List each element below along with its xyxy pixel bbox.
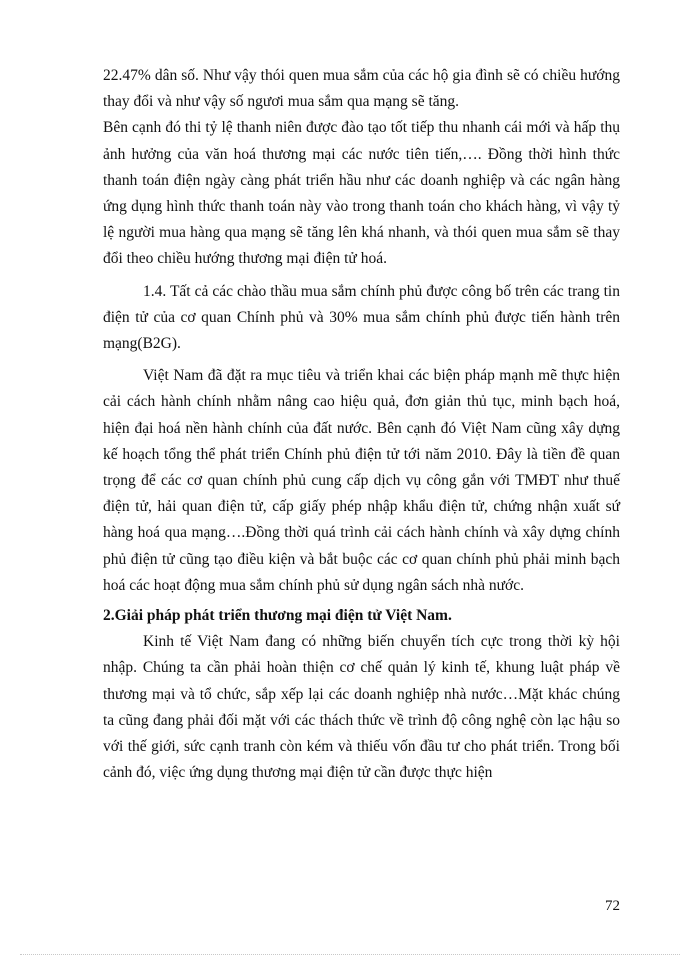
paragraph-1: 22.47% dân số. Như vậy thói quen mua sắm của các hộ gia đình sẽ có chiều hướng thay đổi và như vậy số ngươi mua sắm qua mạng sẽ tăng. xyxy=(103,67,620,111)
page-number: 72 xyxy=(605,898,620,914)
paragraph-4: Việt Nam đã đặt ra mục tiêu và triển khai các biện pháp mạnh mẽ thực hiện cải cách hành chính nhằm nâng cao hiệu quả, đơn giản thủ tục, minh bạch hoá, hiện đại hoá nền hành chính của đất nước. Bên cạnh đó Việt Nam cũng xây dựng kế hoạch tổng thể phát triển Chính phủ điện tử tới năm 2010. Đây là tiền đề quan trọng để các cơ quan chính phủ cung cấp dịch vụ công gắn với TMĐT như thuế điện tử, hải quan điện tử, cấp giấy phép nhập khẩu điện tử, chứng nhận xuất sứ hàng hoá qua mạng….Đồng thời quá trình cải cách hành chính và xây dựng chính phủ điện tử cũng tạo điều kiện và bắt buộc các cơ quan chính phủ phải minh bạch hoá các hoạt động mua sắm chính phủ sử dụng ngân sách nhà nước. xyxy=(103,367,620,594)
section-heading: 2.Giải pháp phát triển thương mại điện tử Việt Nam. xyxy=(103,607,452,625)
paragraph-2: Bên cạnh đó thi tỷ lệ thanh niên được đào tạo tốt tiếp thu nhanh cái mới và hấp thụ ảnh hưởng của văn hoá thương mại các nước tiên tiến,…. Đồng thời hình thức thanh toán điện ngày càng phát triển hầu như các doanh nghiệp và các ngân hàng ứng dụng hình thức thanh toán này vào trong thanh toán cho khách hàng, vì vậy tỷ lệ người mua hàng qua mạng sẽ tăng lên khá nhanh, và thói quen mua sắm sẽ thay đổi theo chiều hướng thương mại điện tử hoá. xyxy=(103,119,620,268)
paragraph-5: Kinh tế Việt Nam đang có những biến chuyển tích cực trong thời kỳ hội nhập. Chúng ta cần phải hoàn thiện cơ chế quản lý kinh tế, khung luật pháp về thương mại và tổ chức, sắp xếp lại các doanh nghiệp nhà nước…Mặt khác chúng ta cũng đang phải đối mặt với các thách thức về trình độ công nghệ còn lạc hậu so với thế giới, sức cạnh tranh còn kém và thiếu vốn đầu tư cho phát triển. Trong bối cảnh đó, việc ứng dụng thương mại điện tử cần được thực hiện xyxy=(103,633,620,782)
page-bottom-divider xyxy=(20,954,680,955)
page-body xyxy=(103,63,620,786)
paragraph-3: 1.4. Tất cả các chào thầu mua sắm chính phủ được công bố trên các trang tin điện tử của cơ quan Chính phủ và 30% mua sắm chính phủ được tiến hành trên mạng(B2G). xyxy=(103,282,620,353)
